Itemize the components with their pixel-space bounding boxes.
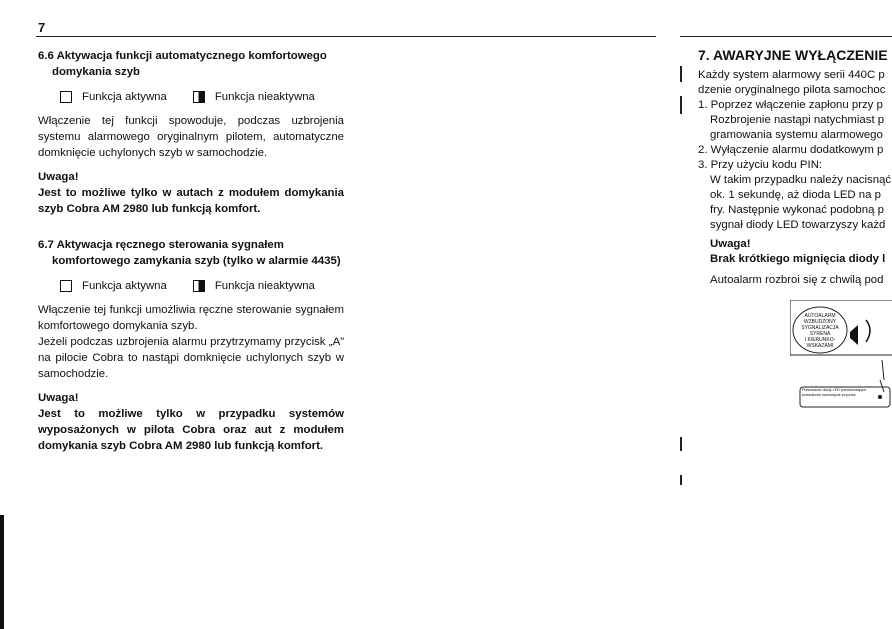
s67-note: Jest to możliwe tylko w przypadku systemów wyposażonych w pilota Cobra oraz aut z modułem domykania szyb Cobra AM 2980 lub funkcją komfort. <box>38 408 344 452</box>
margin-mark <box>680 475 682 485</box>
badge-line: WSKAZAMI <box>806 343 834 349</box>
right-column <box>698 48 892 288</box>
label-inactive: Funkcja nieaktywna <box>214 280 315 292</box>
checkbox-active[interactable] <box>60 91 72 103</box>
s66-body: Włączenie tej funkcji spowoduje, podczas uzbrojenia systemu alarmowego oryginalnym pilotem, automatyczne domknięcie uchylonych szyb w samochodzie. <box>38 115 344 159</box>
text-line: Każdy system alarmowy serii 440C p <box>698 69 885 81</box>
led-dot-icon <box>878 395 882 399</box>
label-inactive: Funkcja nieaktywna <box>214 91 315 103</box>
badge-line: SYRENA <box>809 331 831 337</box>
badge-line: WZBUDZONY <box>803 319 837 325</box>
text-line: ok. 1 sekundę, aż dioda LED na p <box>710 189 881 201</box>
margin-mark <box>680 66 682 82</box>
text-line: Rozbrojenie nastąpi natychmiast p <box>710 114 885 126</box>
section-6-6-heading: 6.6 Aktywacja funkcji automatycznego komfortowego domykania szyb <box>38 50 327 78</box>
label-active: Funkcja aktywna <box>82 91 167 103</box>
s67-note-title: Uwaga! <box>38 392 79 404</box>
header-rule <box>36 36 656 37</box>
note-title: Uwaga! <box>710 238 751 250</box>
s66-options <box>60 89 344 105</box>
tail-text: Autoalarm rozbroi się z chwilą pod <box>710 274 884 286</box>
section-7-heading: 7. AWARYJNE WYŁĄCZENIE <box>698 48 888 63</box>
text-line: gramowania systemu alarmowego <box>710 129 883 141</box>
header-rule-right <box>680 36 892 37</box>
text-line: sygnał diody LED towarzyszy każd <box>710 219 886 231</box>
text-line: W takim przypadku należy nacisnąć <box>710 174 892 186</box>
speaker-icon <box>850 325 858 345</box>
note-text: Brak krótkiego mignięcia diody l <box>710 253 886 265</box>
page-number: 7 <box>38 20 46 35</box>
label-active: Funkcja aktywna <box>82 280 167 292</box>
s67-body-1: Włączenie tej funkcji umożliwia ręczne sterowanie sygnałem komfortowego domykania szyb. <box>38 304 344 332</box>
text-line: dzenie oryginalnego pilota samochoc <box>698 84 886 96</box>
margin-mark <box>680 437 682 451</box>
text-line: fry. Następnie wykonać podobną p <box>710 204 884 216</box>
s66-note: Jest to możliwe tylko w autach z modułem domykania szyb Cobra AM 2980 lub funkcją komfort. <box>38 187 344 215</box>
led-figure <box>790 300 892 430</box>
section-6-7-heading: 6.7 Aktywacja ręcznego sterowania sygnałem komfortowego zamykania szyb (tylko w alarmie 4435) <box>38 239 341 267</box>
scan-edge <box>0 515 4 629</box>
text-line: 2. Wyłączenie alarmu dodatkowym p <box>698 144 884 156</box>
badge-line: AUTOALARM <box>804 313 836 319</box>
figure-caption: Pulsowanie diody LED potwierdzające prawidłowe naciśnięcie przycisk. <box>802 388 867 397</box>
s67-options <box>60 278 344 294</box>
left-column <box>38 48 344 462</box>
checkbox-inactive[interactable] <box>193 280 205 292</box>
text-line: 3. Przy użyciu kodu PIN: <box>698 159 823 171</box>
checkbox-inactive[interactable] <box>193 91 205 103</box>
badge-line: I KIERUNKO- <box>804 337 836 343</box>
badge-line: SYGNALIZACJA <box>801 325 839 331</box>
checkbox-active[interactable] <box>60 280 72 292</box>
s66-note-title: Uwaga! <box>38 171 79 183</box>
text-line: 1. Poprzez włączenie zapłonu przy p <box>698 99 883 111</box>
margin-mark <box>680 96 682 114</box>
s67-body-2: Jeżeli podczas uzbrojenia alarmu przytrzymamy przycisk „A” na pilocie Cobra to nastąpi domknięcie uchylonych szyb w samochodzie. <box>38 336 344 380</box>
